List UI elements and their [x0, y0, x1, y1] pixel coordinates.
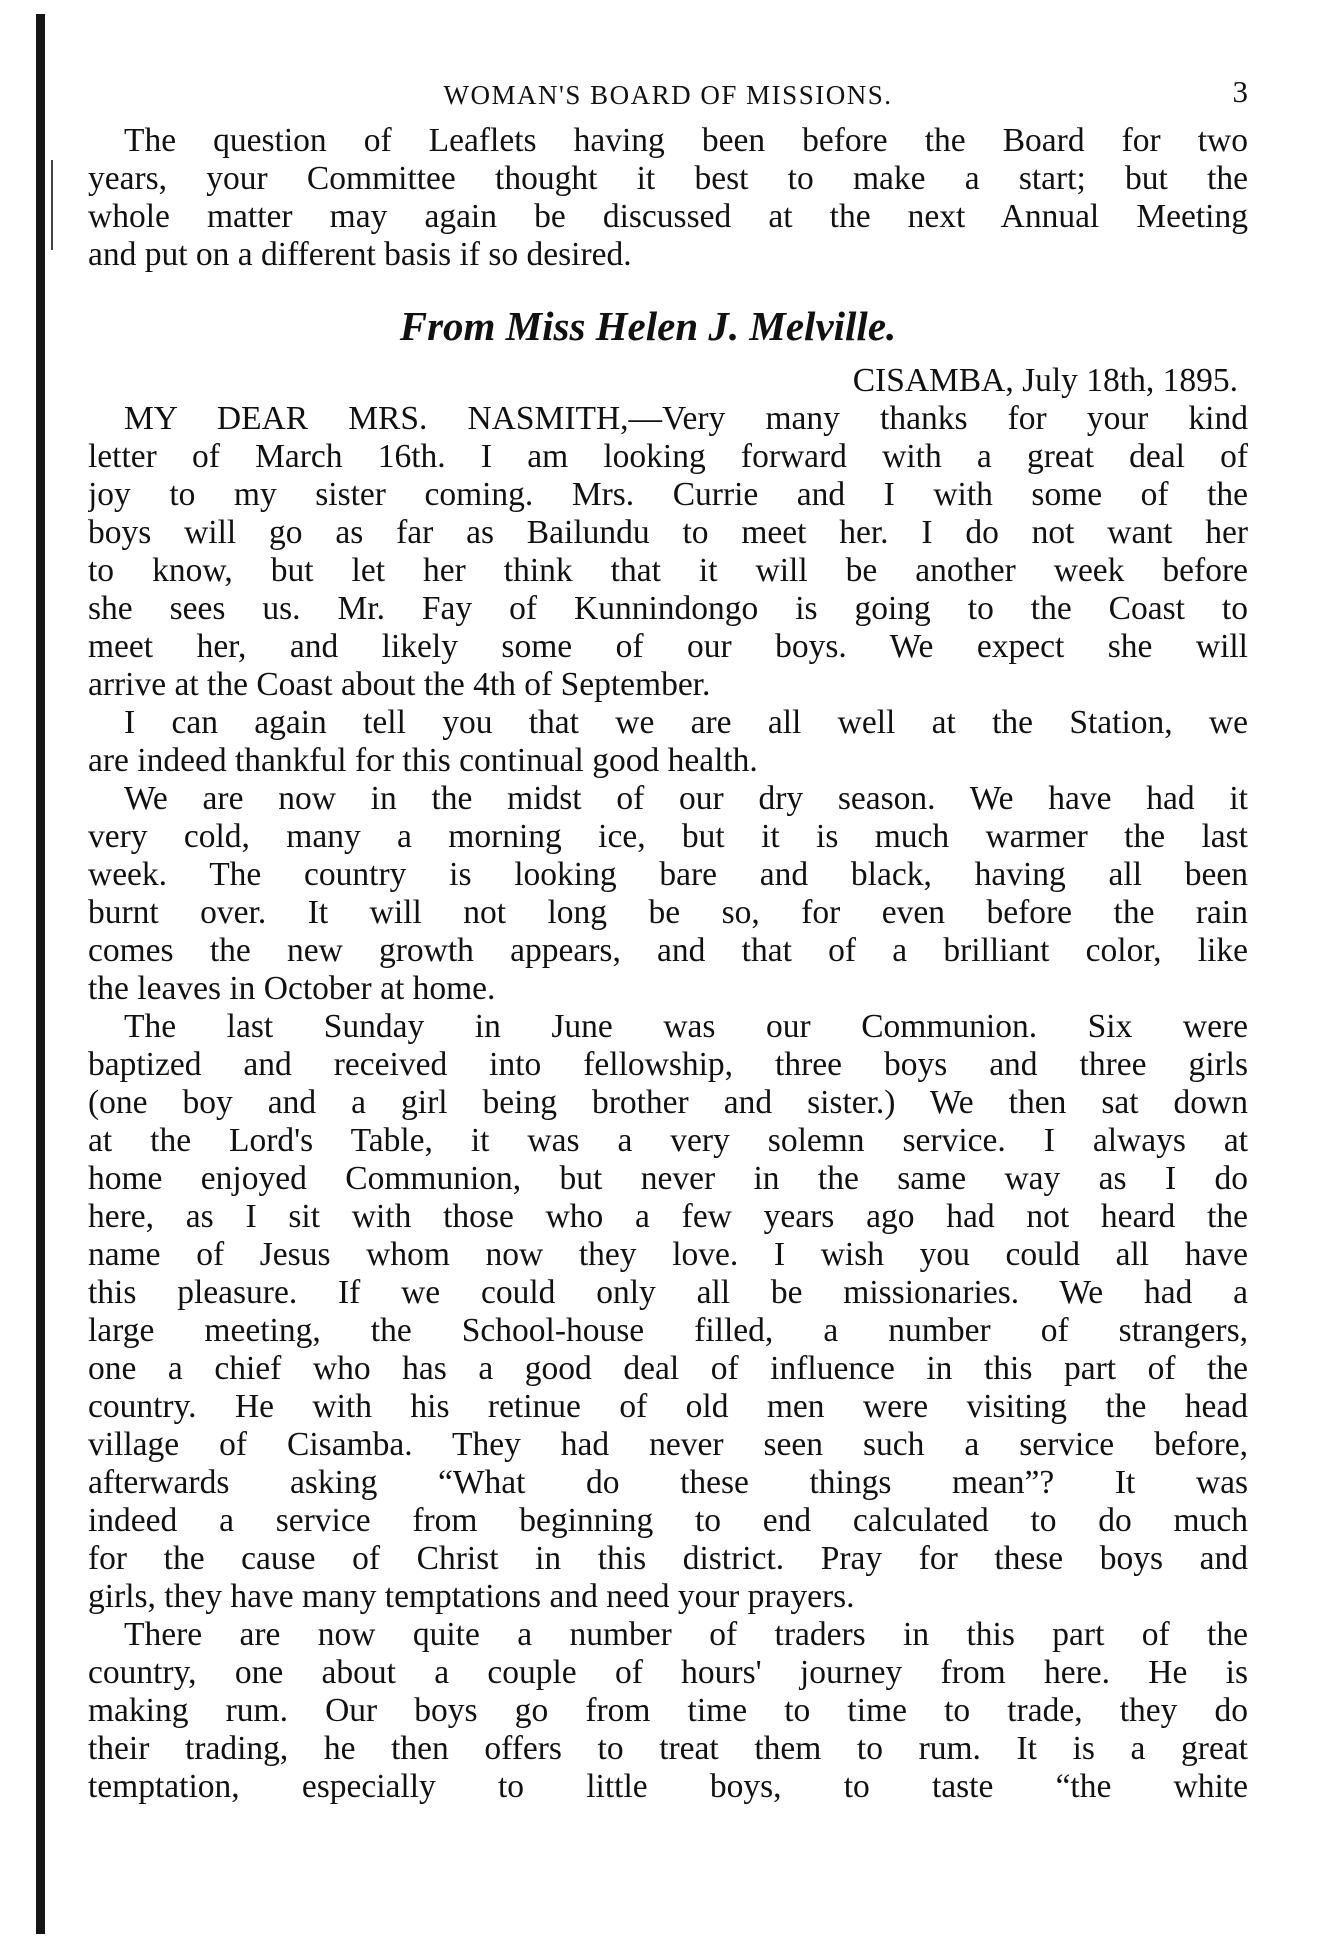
intro-paragraph [88, 122, 1248, 274]
text-line: their trading, he then offers to treat them to rum. It is a great [88, 1730, 1248, 1767]
text-line: MY DEAR MRS. NASMITH,—Very many thanks for your kind [124, 400, 1248, 437]
letter-paragraph [88, 1008, 1248, 1616]
text-line: large meeting, the School-house filled, a number of strangers, [88, 1312, 1248, 1349]
page [88, 70, 1248, 1930]
text-line: girls, they have many temptations and need your prayers. [88, 1578, 855, 1615]
text-line: village of Cisamba. They had never seen such a service before, [88, 1426, 1248, 1463]
text-line: The question of Leaflets having been before the Board for two [124, 122, 1248, 159]
letter-paragraph [88, 1616, 1248, 1806]
letter-paragraph [88, 704, 1248, 780]
text-line: whole matter may again be discussed at the next Annual Meeting [88, 198, 1248, 235]
text-line: week. The country is looking bare and black, having all been [88, 856, 1248, 893]
text-line: for the cause of Christ in this district. Pray for these boys and [88, 1540, 1248, 1577]
text-line: meet her, and likely some of our boys. We expect she will [88, 628, 1248, 665]
text-line: boys will go as far as Bailundu to meet her. I do not want her [88, 514, 1248, 551]
text-line: the leaves in October at home. [88, 970, 496, 1007]
text-line: she sees us. Mr. Fay of Kunnindongo is going to the Coast to [88, 590, 1248, 627]
letter-paragraph [88, 400, 1248, 704]
text-line: very cold, many a morning ice, but it is much warmer the last [88, 818, 1248, 855]
text-line: country, one about a couple of hours' journey from here. He is [88, 1654, 1248, 1691]
page-number: 3 [1232, 74, 1248, 109]
page-edge-rule [36, 14, 45, 1934]
text-line: and put on a different basis if so desired. [88, 236, 632, 273]
text-line: arrive at the Coast about the 4th of September. [88, 666, 711, 703]
running-head [88, 70, 1248, 122]
text-line: indeed a service from beginning to end calculated to do much [88, 1502, 1248, 1539]
text-line: I can again tell you that we are all well at the Station, we [124, 704, 1248, 741]
text-line: years, your Committee thought it best to make a start; but the [88, 160, 1248, 197]
page-edge-mark [51, 160, 53, 250]
text-line: (one boy and a girl being brother and sister.) We then sat down [88, 1084, 1248, 1121]
text-line: burnt over. It will not long be so, for even before the rain [88, 894, 1248, 931]
text-line: We are now in the midst of our dry season. We have had it [124, 780, 1248, 817]
text-line: baptized and received into fellowship, three boys and three girls [88, 1046, 1248, 1083]
text-line: to know, but let her think that it will be another week before [88, 552, 1248, 589]
text-line: home enjoyed Communion, but never in the same way as I do [88, 1160, 1248, 1197]
text-line: temptation, especially to little boys, to taste “the white [88, 1768, 1248, 1805]
text-line: joy to my sister coming. Mrs. Currie and I with some of the [88, 476, 1248, 513]
text-line: name of Jesus whom now they love. I wish you could all have [88, 1236, 1248, 1273]
text-line: one a chief who has a good deal of influence in this part of the [88, 1350, 1248, 1387]
text-line: country. He with his retinue of old men were visiting the head [88, 1388, 1248, 1425]
text-line: here, as I sit with those who a few years ago had not heard the [88, 1198, 1248, 1235]
text-line: at the Lord's Table, it was a very solemn service. I always at [88, 1122, 1248, 1159]
text-line: There are now quite a number of traders in this part of the [124, 1616, 1248, 1653]
text-line: making rum. Our boys go from time to time to trade, they do [88, 1692, 1248, 1729]
running-head-title: WOMAN'S BOARD OF MISSIONS. [443, 80, 893, 110]
letter-dateline: CISAMBA, July 18th, 1895. [852, 362, 1238, 399]
text-line: are indeed thankful for this continual good health. [88, 742, 758, 779]
text-line: comes the new growth appears, and that of a brilliant color, like [88, 932, 1248, 969]
text-line: letter of March 16th. I am looking forward with a great deal of [88, 438, 1248, 475]
text-line: this pleasure. If we could only all be missionaries. We had a [88, 1274, 1248, 1311]
text-line: afterwards asking “What do these things mean”? It was [88, 1464, 1248, 1501]
letter-heading: From Miss Helen J. Melville. [399, 303, 897, 349]
text-line: The last Sunday in June was our Communion. Six were [124, 1008, 1248, 1045]
letter-paragraph [88, 780, 1248, 1008]
